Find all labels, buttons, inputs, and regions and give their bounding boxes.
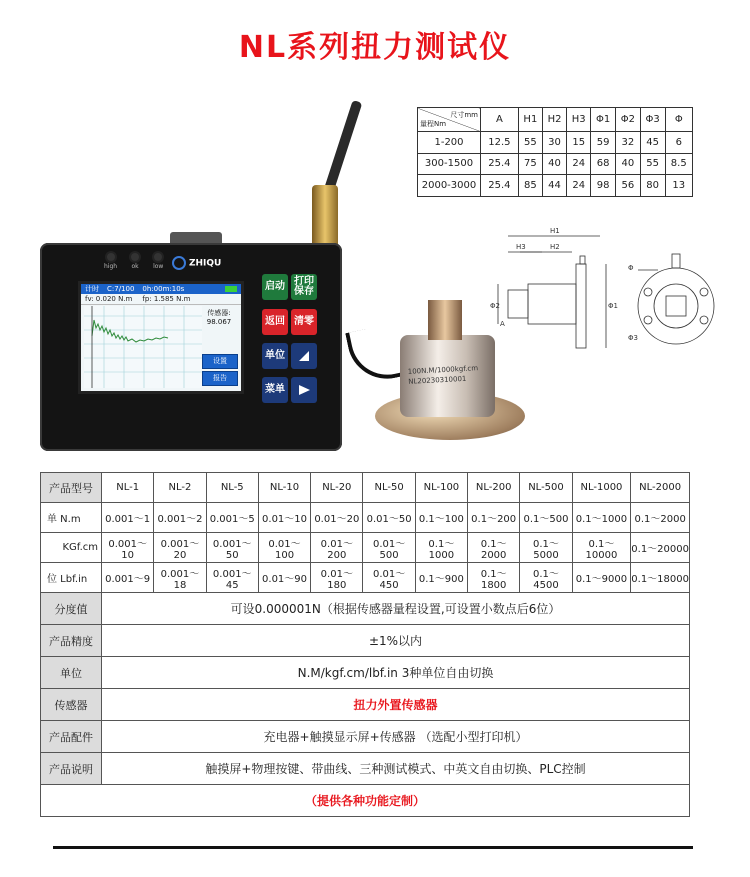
table-cell: 0.01～10 <box>258 503 310 533</box>
screen-count: C:7/100 <box>107 285 135 293</box>
sensor-label <box>408 363 479 387</box>
dimension-row <box>418 175 693 197</box>
row-label: 单位 <box>41 657 102 689</box>
column-header: H1 <box>518 108 542 132</box>
indicator-leds <box>104 253 163 270</box>
dimension-header-row <box>418 108 693 132</box>
battery-icon <box>225 286 237 292</box>
device-screen <box>78 281 244 394</box>
table-cell: 56 <box>616 175 641 197</box>
table-cell: 40 <box>616 153 641 175</box>
right-arrow-button[interactable] <box>291 377 317 403</box>
table-cell: 40 <box>542 153 566 175</box>
torque-tester-device <box>40 243 342 451</box>
side-view-drawing <box>490 222 620 357</box>
table-cell: 0.001～2 <box>154 503 206 533</box>
sensor-shaft <box>428 300 462 340</box>
model-cell: NL-2000 <box>631 473 690 503</box>
table-cell: 30 <box>542 132 566 154</box>
row-value: 充电器+触摸显示屏+传感器 （选配小型打印机） <box>102 721 690 753</box>
reading-fv: fv: 0.020 N.m <box>85 295 133 303</box>
table-cell: 0.1～2000 <box>468 533 520 563</box>
model-cell: NL-5 <box>206 473 258 503</box>
up-arrow-button[interactable] <box>291 343 317 369</box>
label-h1: H1 <box>550 227 560 235</box>
led-label: low <box>153 263 164 270</box>
table-cell: 8.5 <box>665 153 693 175</box>
reading-fp: fp: 1.585 N.m <box>142 295 191 303</box>
row-label: 产品说明 <box>41 753 102 785</box>
row-label: 产品精度 <box>41 625 102 657</box>
screen-readings <box>81 294 241 305</box>
brand-logo <box>172 256 221 270</box>
table-cell: 32 <box>616 132 641 154</box>
table-cell: 6 <box>665 132 693 154</box>
column-header: H2 <box>542 108 566 132</box>
table-cell: 0.01～90 <box>258 563 310 593</box>
label-h2: H2 <box>550 243 560 251</box>
model-cell: NL-2 <box>154 473 206 503</box>
header-size: 尺寸mm <box>450 111 478 119</box>
table-cell: 0.001～18 <box>154 563 206 593</box>
column-header: Φ <box>665 108 693 132</box>
led-label: high <box>104 263 118 270</box>
spec-row <box>41 593 690 625</box>
column-header: Φ1 <box>591 108 616 132</box>
dimension-corner-header <box>418 108 481 132</box>
table-cell: 75 <box>518 153 542 175</box>
table-cell: 0.1～5000 <box>520 533 572 563</box>
torque-sensor <box>400 335 495 417</box>
table-cell: 0.01～450 <box>363 563 415 593</box>
table-cell: 0.1～1800 <box>468 563 520 593</box>
row-label: 分度值 <box>41 593 102 625</box>
arrow-up-right-icon <box>297 349 311 363</box>
table-cell: 45 <box>640 132 665 154</box>
label-phi3: Φ3 <box>628 334 638 342</box>
label-h3: H3 <box>516 243 526 251</box>
table-cell: 13 <box>665 175 693 197</box>
unit-label: 单 N.m <box>41 503 102 533</box>
table-cell: 25.4 <box>481 175 519 197</box>
table-cell: 0.1～4500 <box>520 563 572 593</box>
brand-name: ZHIQU <box>189 258 222 269</box>
range-cell: 2000-3000 <box>418 175 481 197</box>
table-cell: 68 <box>591 153 616 175</box>
dimension-row <box>418 153 693 175</box>
label-phi1: Φ1 <box>608 302 618 310</box>
model-cell: NL-10 <box>258 473 310 503</box>
model-cell: NL-50 <box>363 473 415 503</box>
sensor-spec: 100N.M/1000kgf.cm <box>407 364 479 376</box>
column-header: A <box>481 108 519 132</box>
table-cell: 59 <box>591 132 616 154</box>
range-cell: 300-1500 <box>418 153 481 175</box>
table-cell: 55 <box>640 153 665 175</box>
settings-button[interactable]: 设置 <box>202 354 238 369</box>
table-cell: 0.001～5 <box>206 503 258 533</box>
arrow-right-icon <box>297 383 311 397</box>
table-cell: 12.5 <box>481 132 519 154</box>
unit-button[interactable]: 单位 <box>262 343 288 369</box>
page-title: NL系列扭力测试仪 <box>238 30 512 65</box>
screen-curve-plot <box>84 306 202 388</box>
unit-row <box>41 563 690 593</box>
model-cell: NL-1000 <box>572 473 631 503</box>
column-header: Φ2 <box>616 108 641 132</box>
table-cell: 98 <box>591 175 616 197</box>
model-cell: NL-200 <box>468 473 520 503</box>
label-phi2: Φ2 <box>490 302 500 310</box>
table-cell: 0.001～1 <box>102 503 154 533</box>
antenna-connector <box>312 185 338 250</box>
column-header: H3 <box>567 108 591 132</box>
spec-row <box>41 689 690 721</box>
table-cell: 44 <box>542 175 566 197</box>
print-save-button[interactable]: 打印保存 <box>291 274 317 300</box>
table-cell: 85 <box>518 175 542 197</box>
table-cell: 0.01～200 <box>311 533 363 563</box>
table-cell: 0.1～100 <box>415 503 467 533</box>
table-cell: 0.001～10 <box>102 533 154 563</box>
table-cell: 0.1～1000 <box>572 503 631 533</box>
spec-table <box>40 472 690 817</box>
header-range: 量程Nm <box>420 120 447 128</box>
row-value: 触摸屏+物理按键、带曲线、三种测试模式、中英文自由切换、PLC控制 <box>102 753 690 785</box>
row-label: 传感器 <box>41 689 102 721</box>
table-cell: 0.1～900 <box>415 563 467 593</box>
table-cell: 0.001～50 <box>206 533 258 563</box>
table-cell: 0.1～9000 <box>572 563 631 593</box>
sensor-value: 98.067 <box>206 318 232 326</box>
front-view-drawing <box>628 248 728 348</box>
table-cell: 24 <box>567 153 591 175</box>
table-cell: 0.01～180 <box>311 563 363 593</box>
table-cell: 0.01～100 <box>258 533 310 563</box>
led-label: ok <box>131 263 139 270</box>
table-cell: 0.01～500 <box>363 533 415 563</box>
table-cell: 0.001～45 <box>206 563 258 593</box>
model-cell: NL-20 <box>311 473 363 503</box>
table-cell: 0.001～9 <box>102 563 154 593</box>
spec-row <box>41 753 690 785</box>
report-button[interactable]: 报告 <box>202 371 238 386</box>
table-cell: 25.4 <box>481 153 519 175</box>
dimension-table <box>417 107 693 197</box>
back-button[interactable]: 返回 <box>262 309 288 335</box>
row-value: ±1%以内 <box>102 625 690 657</box>
label-phi: Φ <box>628 264 634 272</box>
sensor-serial: NL20230310001 <box>408 374 467 386</box>
customization-note: （提供各种功能定制） <box>41 785 690 817</box>
sensor-readout <box>201 308 237 326</box>
range-cell: 1-200 <box>418 132 481 154</box>
unit-row <box>41 503 690 533</box>
table-cell: 0.001～20 <box>154 533 206 563</box>
unit-row <box>41 533 690 563</box>
column-header: Φ3 <box>640 108 665 132</box>
model-cell: NL-1 <box>102 473 154 503</box>
table-cell: 0.1～18000 <box>631 563 690 593</box>
sensor-label: 传感器: <box>207 309 231 317</box>
unit-label: 位 Lbf.in <box>41 563 102 593</box>
spec-row <box>41 721 690 753</box>
table-cell: 0.1～2000 <box>631 503 690 533</box>
footer-row <box>41 785 690 817</box>
led-ok-icon <box>131 253 139 261</box>
dimension-row <box>418 132 693 154</box>
row-value: 可设0.000001N（根据传感器量程设置,可设置小数点后6位） <box>102 593 690 625</box>
clear-button[interactable]: 清零 <box>291 309 317 335</box>
table-cell: 15 <box>567 132 591 154</box>
unit-label: KGf.cm <box>41 533 102 563</box>
logo-icon <box>172 256 186 270</box>
model-row <box>41 473 690 503</box>
spec-row <box>41 657 690 689</box>
row-value: N.M/kgf.cm/lbf.in 3种单位自由切换 <box>102 657 690 689</box>
table-cell: 55 <box>518 132 542 154</box>
led-high-icon <box>107 253 115 261</box>
screen-time: 0h:00m:10s <box>142 285 185 293</box>
row-value: 扭力外置传感器 <box>102 689 690 721</box>
model-cell: NL-500 <box>520 473 572 503</box>
table-cell: 0.1～200 <box>468 503 520 533</box>
table-cell: 0.01～50 <box>363 503 415 533</box>
table-cell: 0.1～500 <box>520 503 572 533</box>
table-cell: 0.1～1000 <box>415 533 467 563</box>
table-cell: 24 <box>567 175 591 197</box>
table-cell: 0.1～20000 <box>631 533 690 563</box>
menu-button[interactable]: 菜单 <box>262 377 288 403</box>
model-cell: NL-100 <box>415 473 467 503</box>
bottom-divider <box>53 846 693 849</box>
table-cell: 0.1～10000 <box>572 533 631 563</box>
label-a: A <box>500 320 505 328</box>
table-cell: 80 <box>640 175 665 197</box>
row-label: 产品型号 <box>41 473 102 503</box>
row-label: 产品配件 <box>41 721 102 753</box>
screen-mode: 计时 <box>85 285 99 293</box>
table-cell: 0.01～20 <box>311 503 363 533</box>
start-button[interactable]: 启动 <box>262 274 288 300</box>
screen-status-bar <box>81 284 241 294</box>
led-low-icon <box>154 253 162 261</box>
spec-row <box>41 625 690 657</box>
